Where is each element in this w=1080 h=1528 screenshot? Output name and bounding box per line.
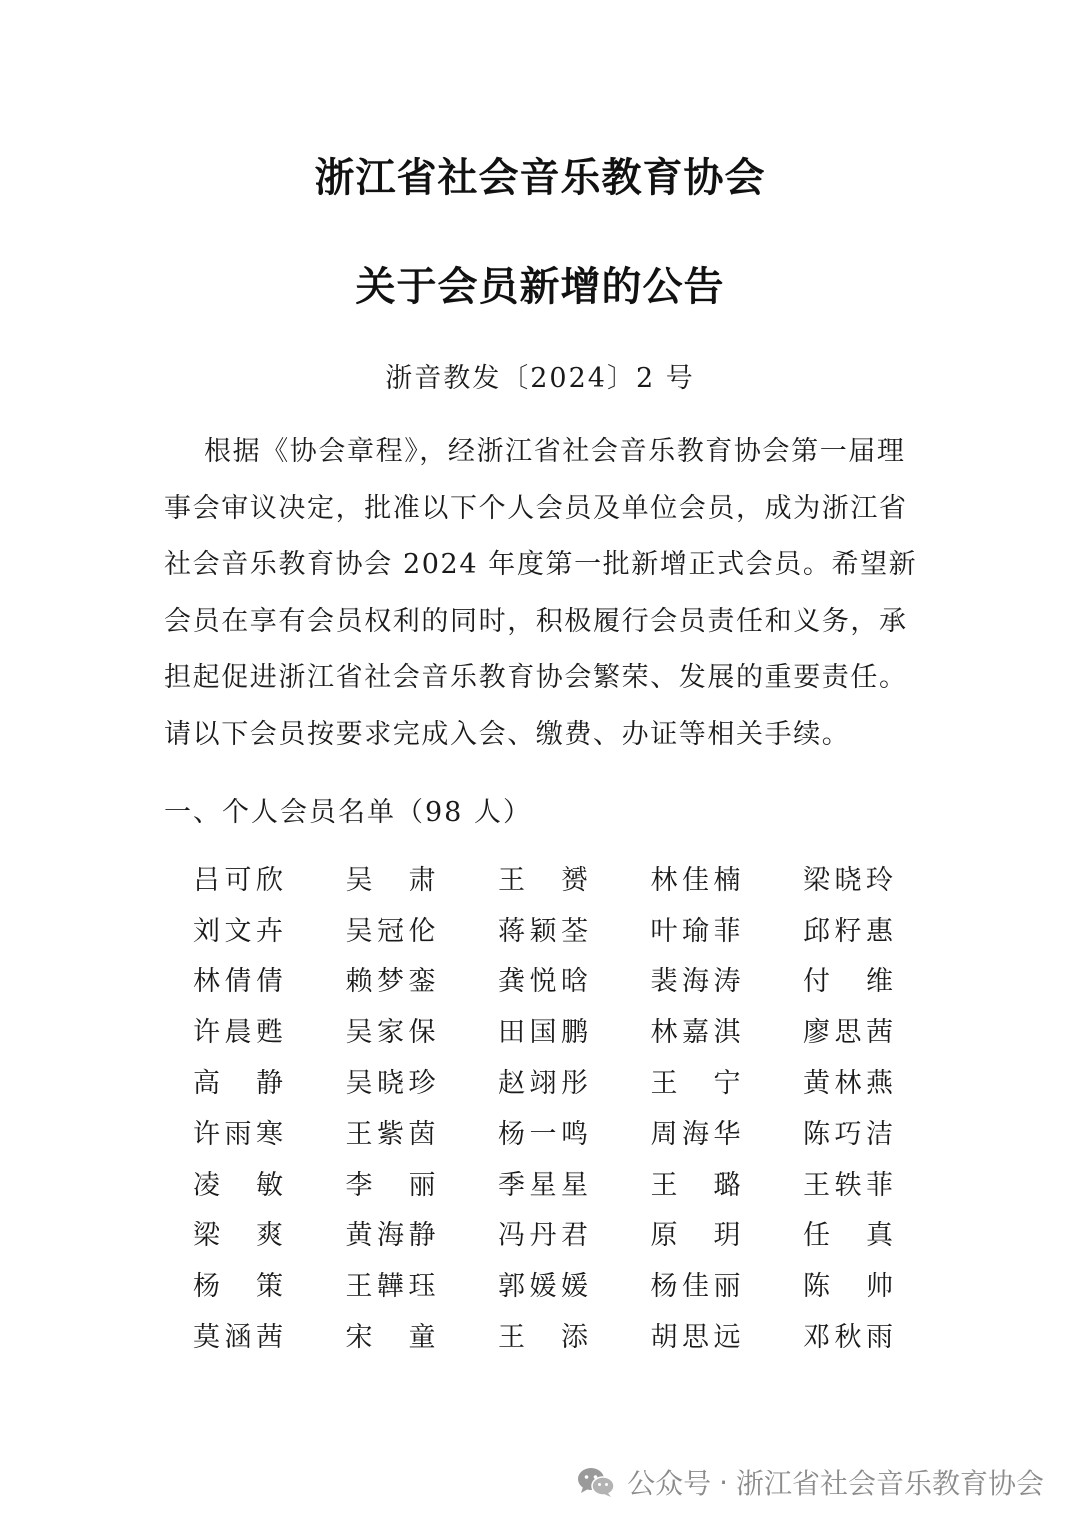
member-name: 田 国 鹏 [498,1017,588,1049]
announcement-paragraph [164,424,919,764]
member-name: 林 倩 倩 [193,966,283,998]
member-name: 王 轶 菲 [803,1169,893,1201]
member-name: 杨 佳 丽 [650,1271,741,1303]
member-name: 任 真 [803,1220,893,1252]
document-number: 浙音教发〔2024〕2 号 [385,363,695,394]
member-name: 吕 可 欣 [193,864,283,896]
member-name: 黄 林 燕 [803,1068,893,1100]
paragraph-line: 请以下会员按要求完成入会、缴费、办证等相关手续。 [164,718,851,750]
member-name: 王 璐 [650,1169,741,1201]
member-name: 吴 冠 伦 [345,915,436,947]
member-name: 邓 秋 雨 [803,1322,893,1354]
footer-separator: · [719,1465,728,1499]
footer-label: 公众号 [627,1467,712,1500]
member-name: 裴 海 涛 [650,966,741,998]
member-name: 杨 一 鸣 [498,1118,588,1150]
member-name: 许 雨 寒 [193,1118,283,1150]
paragraph-line: 根据《协会章程》，经浙江省社会音乐教育协会第一届理 [204,436,906,467]
footer-account-name: 浙江省社会音乐教育协会 [735,1467,1044,1500]
wechat-icon [577,1466,615,1498]
member-name: 胡 思 远 [650,1322,741,1354]
member-name: 凌 敏 [193,1169,283,1201]
member-name: 陈 巧 洁 [803,1118,893,1150]
member-name: 林 嘉 淇 [650,1017,741,1049]
member-name: 蒋 颖 荃 [498,915,588,947]
member-name: 叶 瑜 菲 [650,915,741,947]
member-name: 王 添 [498,1322,588,1354]
paragraph-line: 事会审议决定，批准以下个人会员及单位会员，成为浙江省 [164,492,908,524]
member-name: 付 维 [803,966,893,998]
member-name: 冯 丹 君 [498,1220,588,1252]
member-name: 季 星 星 [498,1169,588,1201]
member-name: 郭 媛 媛 [498,1271,588,1303]
member-name: 莫 涵 茜 [193,1322,283,1354]
member-name: 陈 帅 [803,1271,893,1303]
member-name: 梁 爽 [193,1220,283,1252]
paragraph-line: 会员在享有会员权利的同时，积极履行会员责任和义务，承 [164,605,908,637]
member-name: 宋 童 [345,1322,436,1354]
member-name: 赖 梦 銮 [345,966,436,998]
member-name: 王 宁 [650,1068,741,1100]
member-name: 原 玥 [650,1220,741,1252]
member-name: 王 紫 茵 [345,1118,436,1150]
member-name: 赵 翊 彤 [498,1068,588,1100]
member-name: 黄 海 静 [345,1220,436,1252]
member-name: 刘 文 卉 [193,915,283,947]
document-title-line-2: 关于会员新增的公告 [355,264,725,310]
member-name-list [193,852,956,1360]
section-heading-individual-members: 一、个人会员名单（98 人） [164,797,532,828]
member-name: 龚 悦 晗 [498,966,588,998]
member-name: 李 丽 [345,1169,436,1201]
member-name: 梁 晓 玲 [803,864,893,896]
member-name: 邱 籽 惠 [803,915,893,947]
paragraph-line: 担起促进浙江省社会音乐教育协会繁荣、发展的重要责任。 [164,662,908,694]
member-name: 吴 晓 珍 [345,1068,436,1100]
member-name: 王 赟 [498,864,588,896]
member-name: 杨 策 [193,1271,283,1303]
member-name: 吴 家 保 [345,1017,436,1049]
member-name: 高 静 [193,1068,283,1100]
member-name: 王 韡 珏 [345,1271,436,1303]
footer-attribution [577,1462,1044,1502]
member-name: 周 海 华 [650,1118,741,1150]
member-name: 廖 思 茜 [803,1017,893,1049]
paragraph-line: 社会音乐教育协会 2024 年度第一批新增正式会员。希望新 [164,549,918,581]
member-name: 吴 肃 [345,864,436,896]
member-name: 林 佳 楠 [650,864,741,896]
document-title-line-1: 浙江省社会音乐教育协会 [314,155,766,201]
member-name: 许 晨 甦 [193,1017,283,1049]
